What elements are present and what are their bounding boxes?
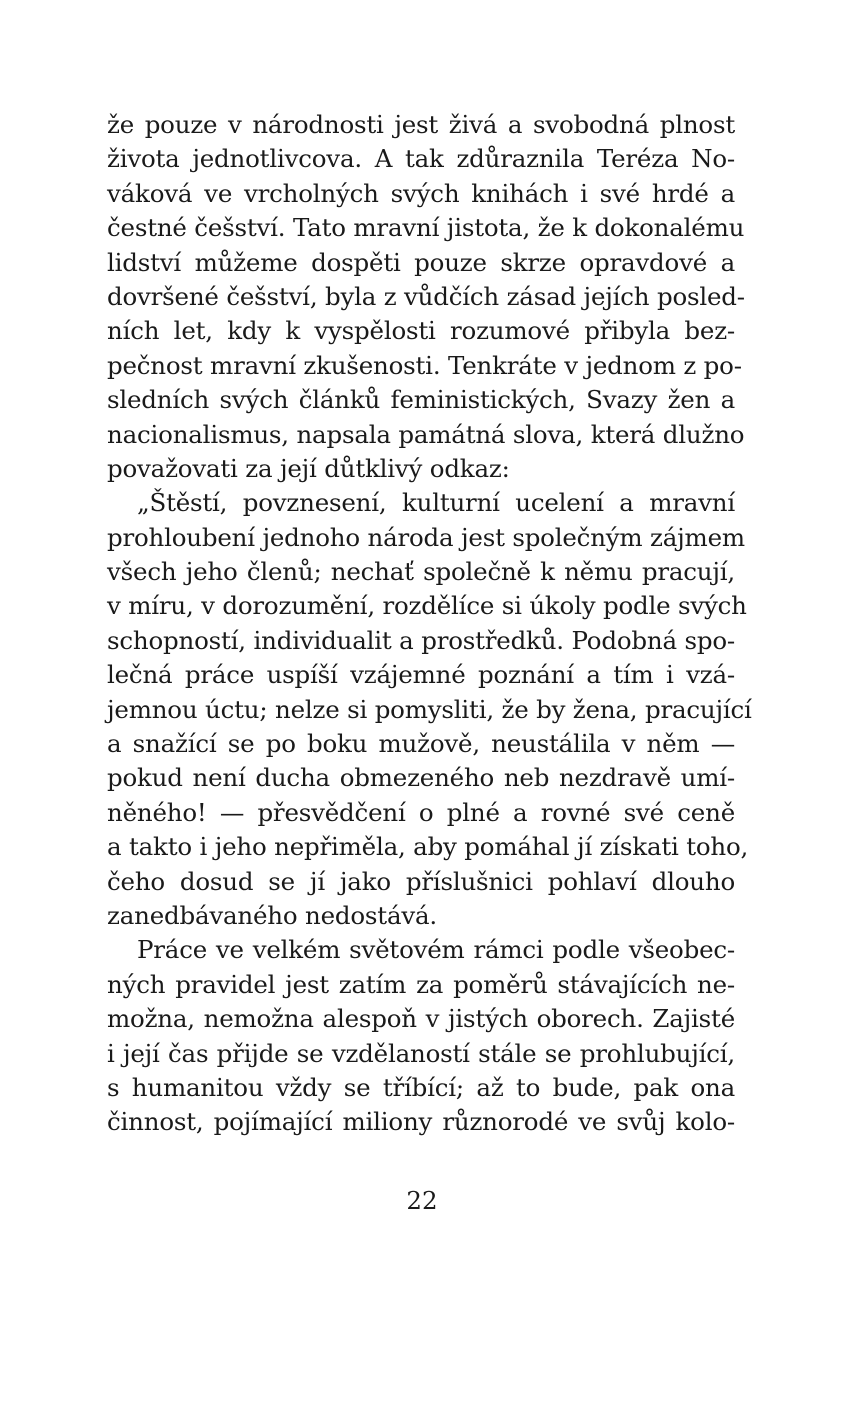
text-line: lidství můžeme dospěti pouze skrze opravdové a — [107, 247, 735, 277]
text-line: schopností, individualit a prostředků. Podobná spo- — [107, 625, 735, 655]
text-line: sledních svých článků feministických, Svazy žen a — [107, 385, 735, 415]
text-line: všech jeho členů; nechať společně k němu pracují, — [107, 557, 735, 587]
text-line: lečná práce uspíší vzájemné poznání a tím i vzá- — [107, 660, 735, 690]
text-line: dovršené češství, byla z vůdčích zásad jejích posled- — [107, 281, 745, 311]
text-line: čeho dosud se jí jako příslušnici pohlaví dlouho — [107, 866, 735, 896]
text-line: ných pravidel jest zatím za poměrů stávajících ne- — [107, 969, 735, 999]
text-line: činnost, pojímající miliony různorodé ve svůj kolo- — [107, 1107, 735, 1137]
text-line: čestné češství. Tato mravní jistota, že k dokonalému — [107, 213, 745, 243]
text-line: Práce ve velkém světovém rámci podle všeobec- — [137, 935, 735, 965]
page-number: 22 — [406, 1186, 438, 1215]
text-line: i její čas přijde se vzdělaností stále se prohlubující, — [107, 1038, 735, 1068]
text-line: prohloubení jednoho národa jest společným zájmem — [107, 522, 745, 552]
text-line: jemnou úctu; nelze si pomysliti, že by žena, pracující — [107, 694, 752, 724]
text-line: možna, nemožna alespoň v jistých oborech. Zajisté — [107, 1004, 735, 1034]
text-line: s humanitou vždy se tříbící; až to bude, pak ona — [107, 1072, 735, 1102]
text-line: a takto i jeho nepřiměla, aby pomáhal jí získati toho, — [107, 832, 749, 862]
text-line: zanedbávaného nedostává. — [107, 900, 437, 930]
text-line: nacionalismus, napsala památná slova, která dlužno — [107, 419, 745, 449]
text-line: a snažící se po boku mužově, neustálila v něm — — [107, 729, 735, 759]
text-line: ních let, kdy k vyspělosti rozumové přibyla bez- — [107, 316, 735, 346]
text-line: v míru, v dorozumění, rozdělíce si úkoly podle svých — [107, 591, 747, 621]
text-line: pokud není ducha obmezeného neb nezdravě umí- — [107, 763, 735, 793]
text-line: že pouze v národnosti jest živá a svobodná plnost — [107, 110, 735, 139]
text-line: života jednotlivcova. A tak zdůraznila Teréza No- — [107, 144, 735, 174]
text-line: „Štěstí, povznesení, kulturní ucelení a mravní — [137, 488, 735, 518]
body-text — [107, 108, 752, 1140]
text-line: pečnost mravní zkušenosti. Tenkráte v jednom z po- — [107, 350, 742, 380]
text-line: váková ve vrcholných svých knihách i své hrdé a — [107, 178, 735, 208]
text-line: něného! — přesvědčení o plné a rovné své ceně — [107, 797, 735, 827]
text-line: považovati za její důtklivý odkaz: — [107, 453, 510, 483]
